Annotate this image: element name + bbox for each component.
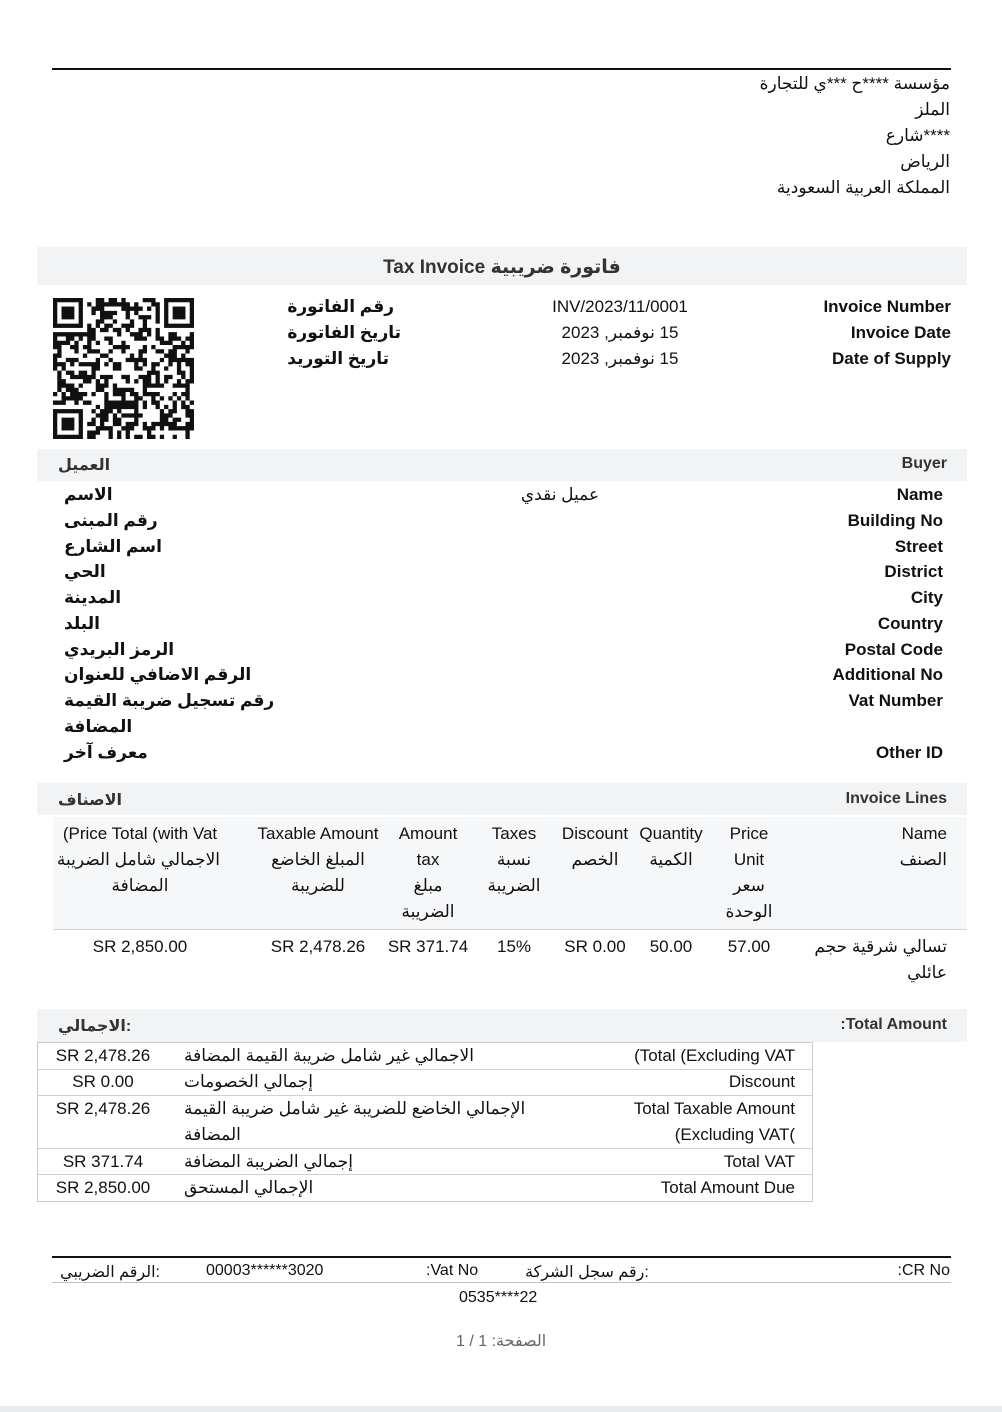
vat-en: Total VAT: [723, 1152, 795, 1171]
col-taxable: Taxable Amount المبلغ الخاضع للضريبة: [257, 824, 379, 895]
lines-header-ar: الاصناف: [58, 792, 122, 809]
buyer-name-value: عميل نقدي: [520, 485, 600, 504]
invoice-date-value: 15 نوفمبر, 2023: [561, 323, 679, 342]
buyer-en-postal: Postal Code: [844, 640, 943, 659]
due-value: SR 2,850.00: [55, 1178, 151, 1197]
seller-country: المملكة العربية السعودية: [776, 178, 950, 197]
row-total: SR 2,850.00: [92, 937, 188, 956]
footer-vat-value: 00003******3020: [206, 1262, 324, 1279]
totals-header-ar: :الاجمالي: [58, 1018, 132, 1035]
seller-street: ****شارع: [885, 126, 950, 145]
page-edge: [0, 1406, 1002, 1412]
col-taxes: Taxes نسبة الضريبة: [487, 824, 541, 895]
col-quantity: Quantity الكمية: [639, 824, 703, 869]
taxable-ar-2: المضافة: [184, 1125, 241, 1144]
taxable-en: Total Taxable Amount: [633, 1099, 795, 1118]
buyer-en-country: Country: [877, 614, 943, 633]
row-name: تسالي شرقية حجم عائلي: [814, 937, 947, 982]
lines-header-en: Invoice Lines: [845, 790, 947, 807]
row-discount: SR 0.00: [564, 937, 626, 956]
buyer-band: [37, 449, 967, 481]
discount-ar: إجمالي الخصومات: [184, 1072, 314, 1091]
buyer-en-city: City: [910, 588, 943, 607]
taxable-value: SR 2,478.26: [55, 1099, 151, 1118]
discount-en: Discount: [728, 1072, 795, 1091]
seller-address: [550, 71, 950, 201]
buyer-ar-additional: الرقم الاضافي للعنوان: [64, 665, 252, 684]
buyer-en-vat: Vat Number: [848, 691, 943, 710]
col-discount: Discount الخصم: [561, 824, 629, 869]
row-taxes: 15%: [496, 937, 532, 956]
totals-band: [37, 1009, 967, 1042]
taxable-ar: الإجمالي الخاضع للضريبة غير شامل ضريبة القيمة: [184, 1099, 526, 1118]
buyer-ar-country: البلد: [64, 614, 100, 633]
buyer-en-name: Name: [896, 485, 943, 504]
vat-ar: إجمالي الضريبة المضافة: [184, 1152, 353, 1171]
buyer-en-building: Building No: [847, 511, 943, 530]
footer-rule: [52, 1256, 951, 1258]
buyer-ar-building: رقم المبنى: [64, 511, 158, 530]
lines-header-rule: [53, 929, 967, 930]
row-price: 57.00: [727, 937, 771, 956]
buyer-ar-name: الاسم: [64, 485, 113, 504]
footer-cr-value: 0535****22: [459, 1289, 538, 1306]
meta-en-0: Invoice Number: [823, 297, 951, 316]
row-quantity: 50.00: [649, 937, 693, 956]
meta-en-2: Date of Supply: [831, 349, 951, 368]
col-tax-amount: Amount tax مبلغ الضريبة: [398, 824, 458, 921]
meta-ar-1: تاريخ الفاتورة: [287, 323, 401, 342]
vat-value: SR 371.74: [62, 1152, 144, 1171]
taxable-en-2: (Excluding VAT(: [674, 1125, 795, 1144]
buyer-ar-vat: رقم تسجيل ضريبة القيمة: [64, 691, 275, 710]
buyer-ar-vat-2: المضافة: [64, 717, 133, 736]
meta-ar-0: رقم الفاتورة: [287, 297, 394, 316]
meta-en-1: Invoice Date: [850, 323, 951, 342]
lines-band: [37, 783, 967, 815]
col-total: (Price Total (with Vat الاجمالي شامل الضريبة المضافة: [56, 824, 220, 895]
buyer-en-district: District: [884, 562, 943, 581]
seller-name: مؤسسة ****ح ***ي للتجارة: [759, 74, 950, 93]
buyer-en-other: Other ID: [875, 743, 943, 762]
seller-district: الملز: [915, 100, 950, 119]
totals-header-en: :Total Amount: [840, 1016, 947, 1033]
row-tax-amount: SR 371.74: [387, 937, 469, 956]
footer-vat-ar: :الرقم الضريبي: [60, 1264, 160, 1281]
invoice-number-value: INV/2023/11/0001: [552, 297, 688, 316]
total-excl-en: (Total (Excluding VAT: [634, 1046, 795, 1065]
buyer-ar-street: اسم الشارع: [64, 537, 162, 556]
buyer-ar-district: الحي: [64, 562, 106, 581]
seller-city: الرياض: [900, 152, 950, 171]
footer-cr-label: :CR No: [897, 1262, 950, 1279]
page-number: الصفحة: 1 / 1: [456, 1333, 547, 1350]
invoice-title: Tax Invoice فاتورة ضريبية: [383, 257, 621, 278]
buyer-ar-postal: الرمز البريدي: [64, 640, 175, 659]
total-excl-ar: الاجمالي غير شامل ضريبة القيمة المضافة: [184, 1046, 474, 1065]
buyer-en-street: Street: [894, 537, 943, 556]
meta-ar-2: تاريخ التوريد: [287, 349, 389, 368]
row-taxable: SR 2,478.26: [270, 937, 366, 956]
due-en: Total Amount Due: [660, 1178, 795, 1197]
header-rule: [52, 68, 951, 70]
total-excl-value: SR 2,478.26: [55, 1046, 151, 1065]
buyer-header-ar: العميل: [58, 457, 111, 474]
supply-date-value: 15 نوفمبر, 2023: [561, 349, 679, 368]
buyer-ar-other: معرف آخر: [64, 743, 148, 762]
col-price: Price Unit سعر الوحدة: [725, 824, 773, 921]
col-name: Name الصنف: [899, 824, 947, 869]
due-ar: الإجمالي المستحق: [184, 1178, 314, 1197]
buyer-en-additional: Additional No: [832, 665, 943, 684]
buyer-ar-city: المدينة: [64, 588, 122, 607]
buyer-header-en: Buyer: [901, 455, 947, 472]
footer-subrule: [52, 1282, 951, 1283]
discount-value: SR 0.00: [72, 1072, 134, 1091]
qr-code-icon: [53, 298, 194, 439]
footer-cr-ar: :رقم سجل الشركة: [525, 1264, 649, 1281]
footer-vat-label: :Vat No: [426, 1262, 479, 1279]
